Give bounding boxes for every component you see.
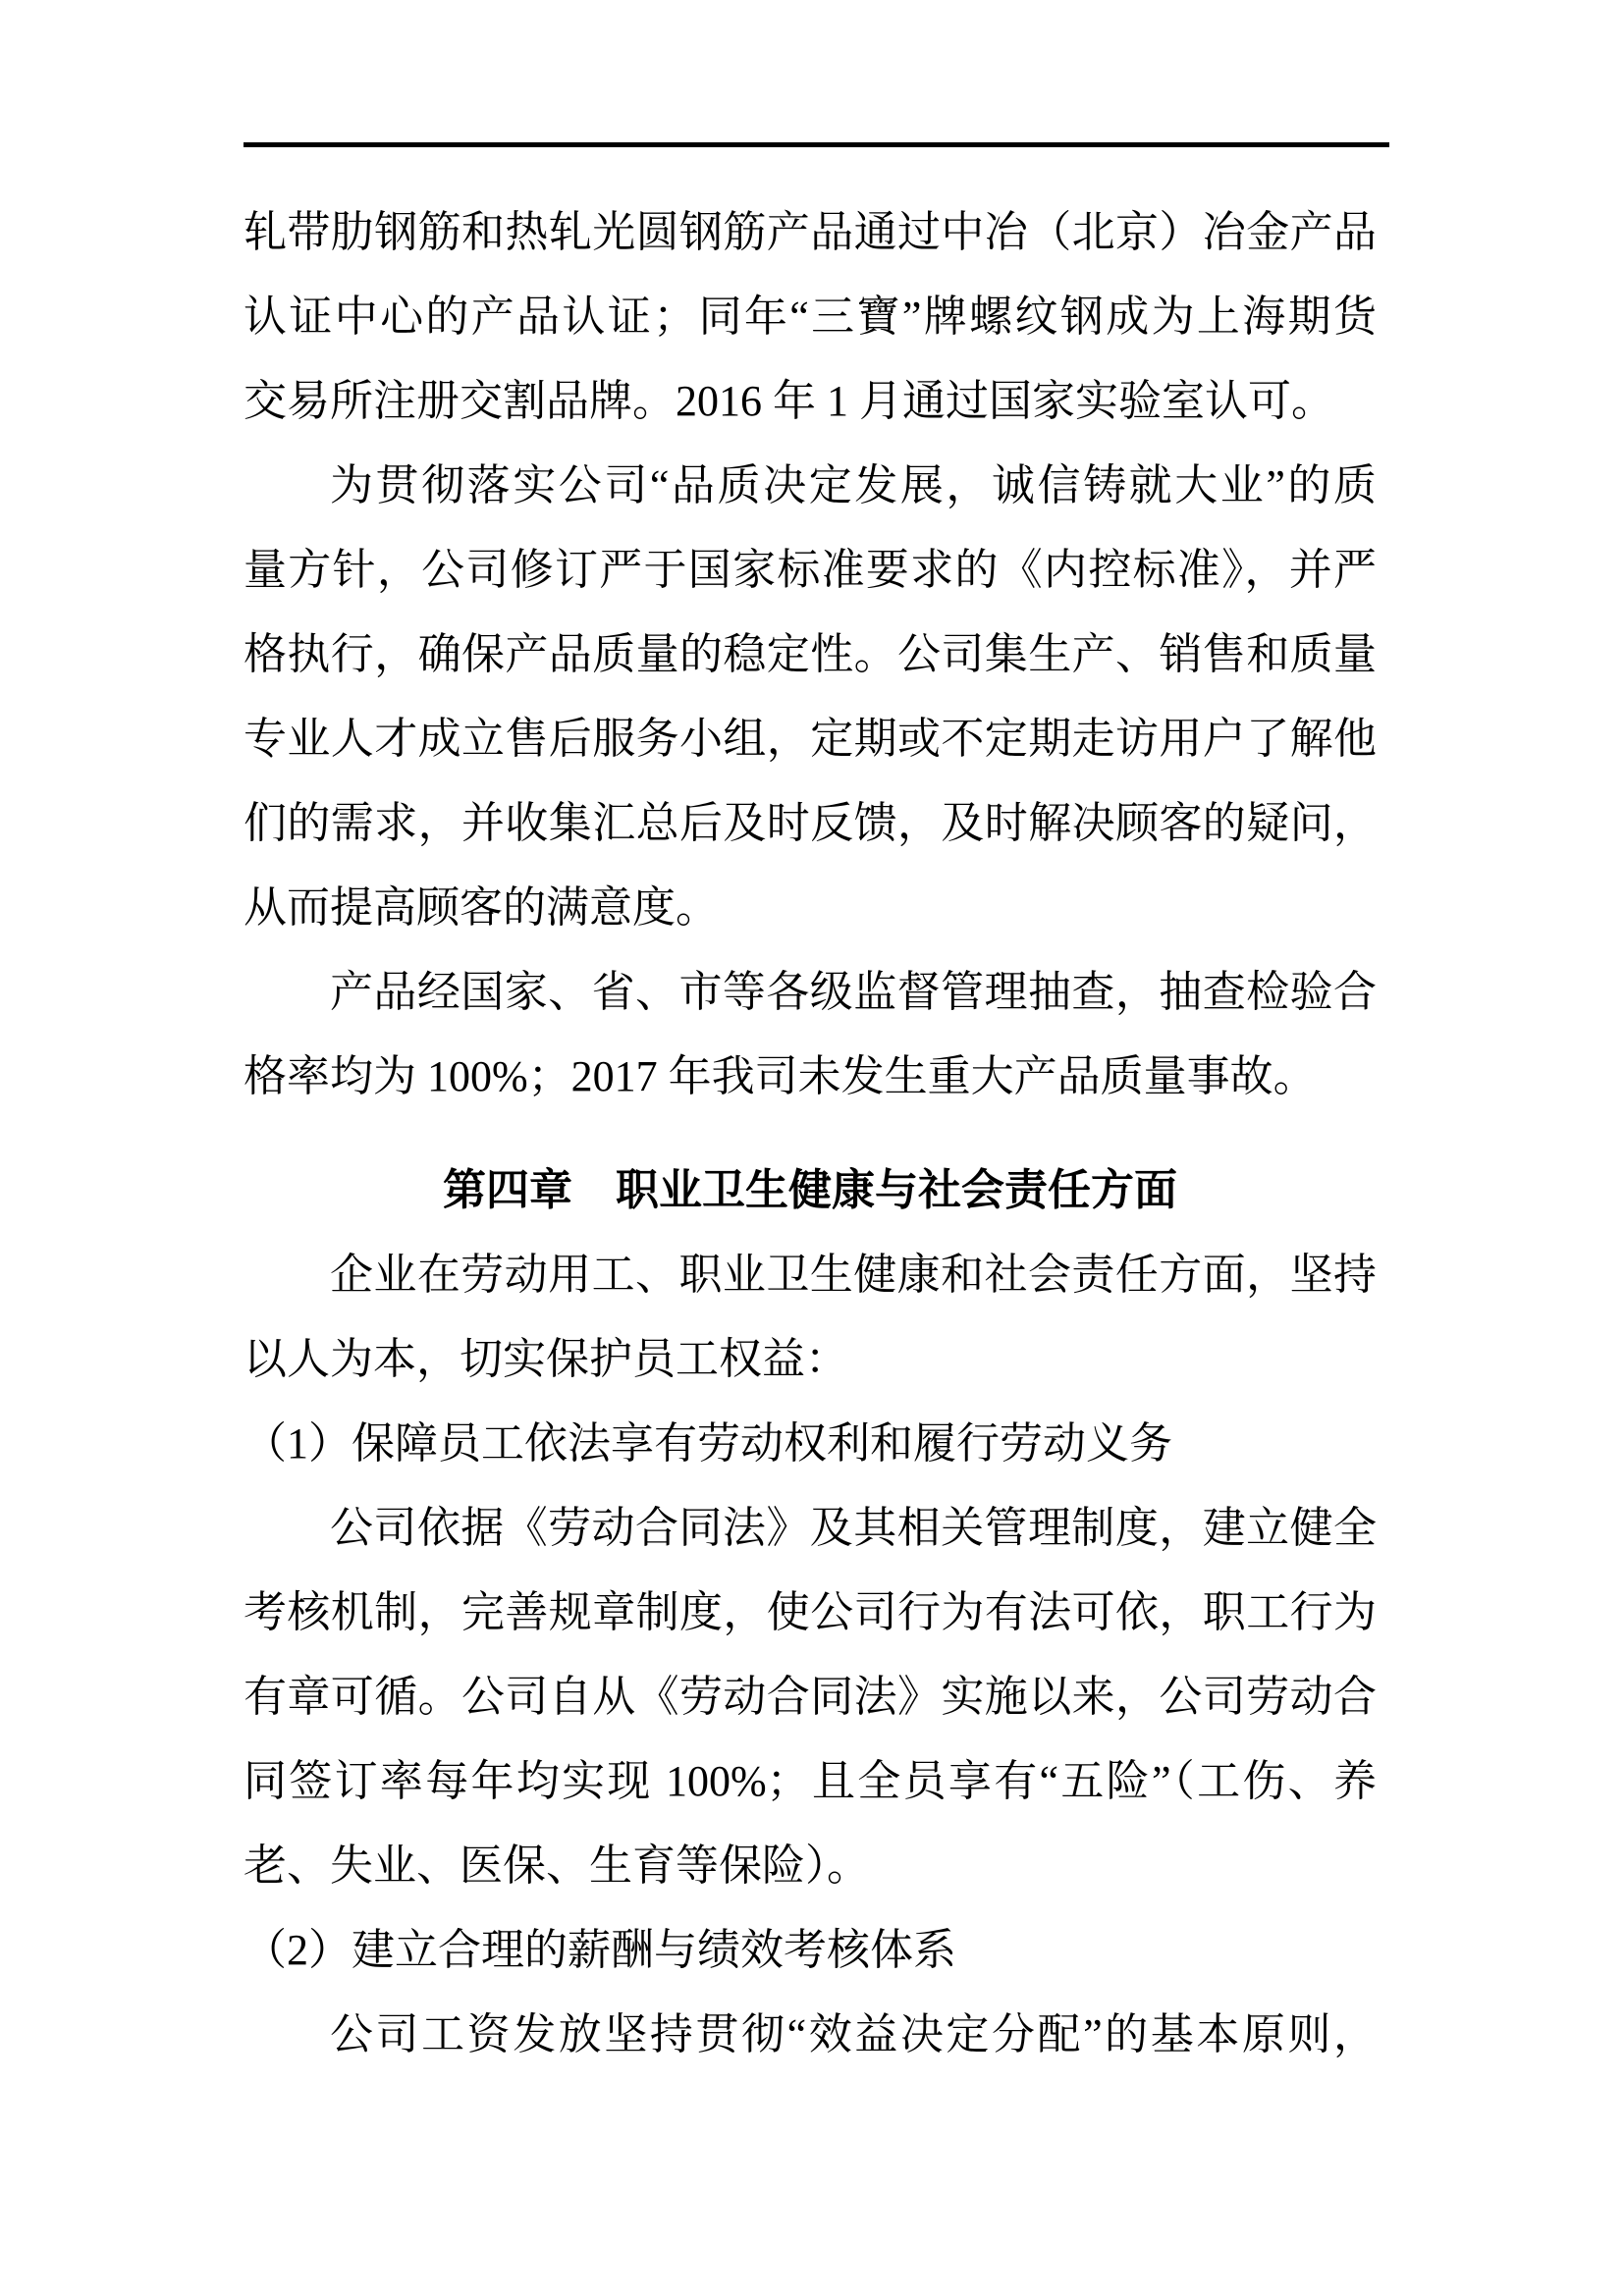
text-line: 认证中心的产品认证；同年“三寶”牌螺纹钢成为上海期货: [244, 293, 1377, 341]
text-line: 格率均为 100%；2017 年我司未发生重大产品质量事故。: [244, 1052, 1317, 1100]
text-line: 专业人才成立售后服务小组，定期或不定期走访用户了解他: [244, 715, 1377, 763]
header-rule: [244, 142, 1389, 147]
text-line: （1）保障员工依法享有劳动权利和履行劳动义务: [244, 1419, 1172, 1468]
text-line: 交易所注册交割品牌。2016 年 1 月通过国家实验室认可。: [244, 377, 1334, 425]
text-line: 为贯彻落实公司“品质决定发展，诚信铸就大业”的质: [330, 461, 1377, 509]
text-line: 从而提高顾客的满意度。: [244, 883, 719, 932]
text-line: 以人为本，切实保护员工权益：: [244, 1335, 848, 1383]
text-line: 同签订率每年均实现 100%；且全员享有“五险”（工伤、养: [244, 1757, 1377, 1805]
text-line: 产品经国家、省、市等各级监督管理抽查，抽查检验合: [330, 968, 1377, 1016]
text-line: 量方针，公司修订严于国家标准要求的《内控标准》，并严: [244, 546, 1377, 594]
text-line: 有章可循。公司自从《劳动合同法》实施以来，公司劳动合: [244, 1673, 1377, 1721]
text-line: 格执行，确保产品质量的稳定性。公司集生产、销售和质量: [244, 630, 1377, 678]
text-line: 轧带肋钢筋和热轧光圆钢筋产品通过中冶（北京）冶金产品: [244, 208, 1377, 256]
text-line: 公司依据《劳动合同法》及其相关管理制度，建立健全: [330, 1504, 1377, 1552]
chapter-heading: 第四章 职业卫生健康与社会责任方面: [443, 1166, 1177, 1214]
text-line: 企业在劳动用工、职业卫生健康和社会责任方面，坚持: [330, 1251, 1377, 1299]
text-line: （2）建立合理的薪酬与绩效考核体系: [244, 1926, 956, 1974]
document-body: [244, 190, 1377, 2077]
text-line: 老、失业、医保、生育等保险）。: [244, 1842, 870, 1890]
text-line: 考核机制，完善规章制度，使公司行为有法可依，职工行为: [244, 1588, 1377, 1636]
text-line: 们的需求，并收集汇总后及时反馈，及时解决顾客的疑问，: [244, 799, 1377, 847]
text-line: 公司工资发放坚持贯彻“效益决定分配”的基本原则，: [330, 2010, 1377, 2058]
